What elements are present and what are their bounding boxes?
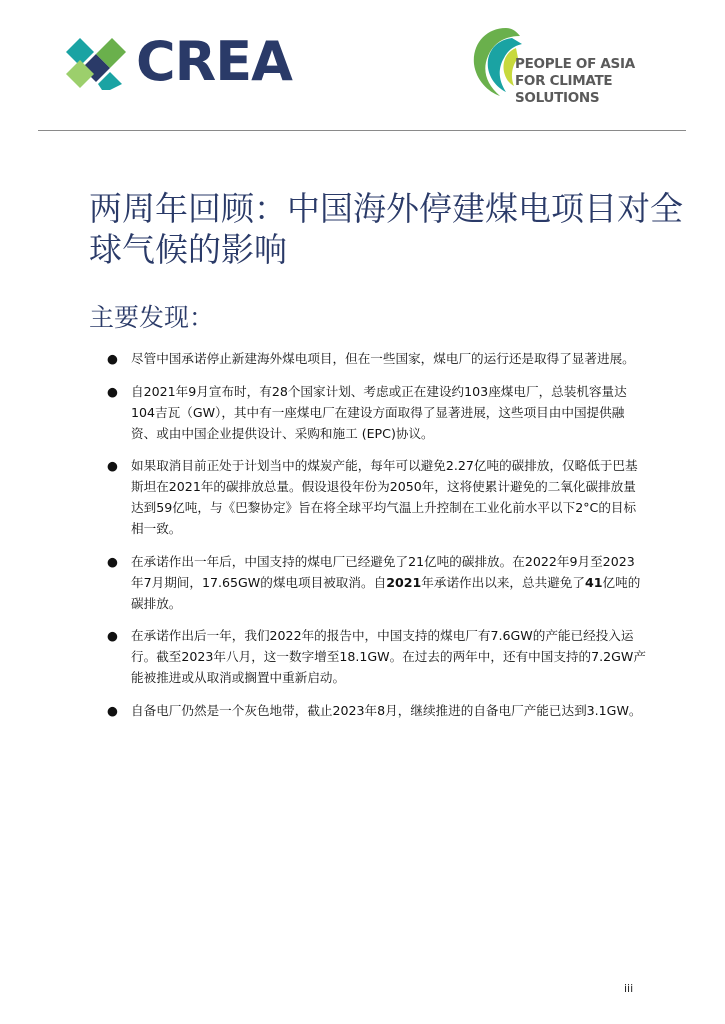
crea-logo-text: CREA: [136, 30, 292, 93]
section-heading: 主要发现：: [89, 303, 215, 332]
list-item-text-part: 亿吨的碳排放。: [131, 574, 641, 611]
bullet-dot-icon: ●: [107, 702, 118, 718]
list-item-text: 如果取消目前正处于计划当中的煤炭产能，每年可以避免2.27亿吨的碳排放，仅略低于巴基斯坦在2021年的碳排放总量。假设退役年份为2050年，这将使累计避免的二氧化碳排放量达到59亿吨，与《巴黎协定》旨在将全球平均气温上升控制在工业化前水平以下2°C的目标相一致。: [131, 458, 638, 536]
bullet-dot-icon: ●: [107, 553, 118, 569]
bullet-dot-icon: ●: [107, 383, 118, 399]
pacs-logo-text: PEOPLE OF ASIA FOR CLIMATE SOLUTIONS: [515, 56, 635, 106]
list-item: [107, 625, 647, 688]
list-item-text: 自2021年9月宣布时，有28个国家计划、考虑或正在建设约103座煤电厂，总装机容量达104吉瓦（GW），其中有一座煤电厂在建设方面取得了显著进展，这些项目由中国提供融资、或由中国企业提供设计、采购和施工 (EPC)协议。: [131, 383, 627, 441]
list-item: [107, 551, 647, 614]
list-item-text: 在承诺作出后一年，我们2022年的报告中，中国支持的煤电厂有7.6GW的产能已经投入运行。截至2023年八月，这一数字增至18.1GW。在过去的两年中，还有中国支持的7.2GW产能被推进或从取消或搁置中重新启动。: [131, 628, 646, 685]
page-title: 两周年回顾：中国海外停建煤电项目对全球气候的影响: [89, 189, 683, 269]
list-item: [107, 455, 647, 539]
list-item-bold-text: 41: [584, 574, 603, 590]
crea-logo: [66, 30, 328, 93]
page-number: iii: [624, 982, 634, 995]
bullet-dot-icon: ●: [107, 458, 118, 473]
list-item-text-part: 年承诺作出以来，总共避免了: [421, 574, 585, 590]
list-item-text: 自备电厂仍然是一个灰色地带，截止2023年8月，继续推进的自备电厂产能已达到3.1GW。: [131, 702, 642, 718]
header-divider: [38, 130, 686, 131]
list-item-text: [131, 554, 640, 611]
list-item-text-part: 在承诺作出一年后，中国支持的煤电厂已经避免了21亿吨的碳排放。在2022年9月至2023年7月期间，17.65GW的煤电项目被取消。自: [131, 553, 635, 590]
list-item-bold-text: 2021: [386, 574, 422, 590]
list-item-text: 尽管中国承诺停止新建海外煤电项目，但在一些国家，煤电厂的运行还是取得了显著进展。: [131, 351, 635, 366]
key-findings-list: [107, 348, 647, 732]
pacs-swirl-icon: [466, 22, 522, 98]
crea-logo-mark-icon: [66, 34, 128, 90]
list-item: [107, 348, 647, 369]
bullet-dot-icon: ●: [107, 351, 118, 366]
list-item: [107, 381, 647, 444]
list-item: [107, 700, 647, 721]
bullet-dot-icon: ●: [107, 628, 118, 643]
pacs-logo: [466, 22, 666, 106]
